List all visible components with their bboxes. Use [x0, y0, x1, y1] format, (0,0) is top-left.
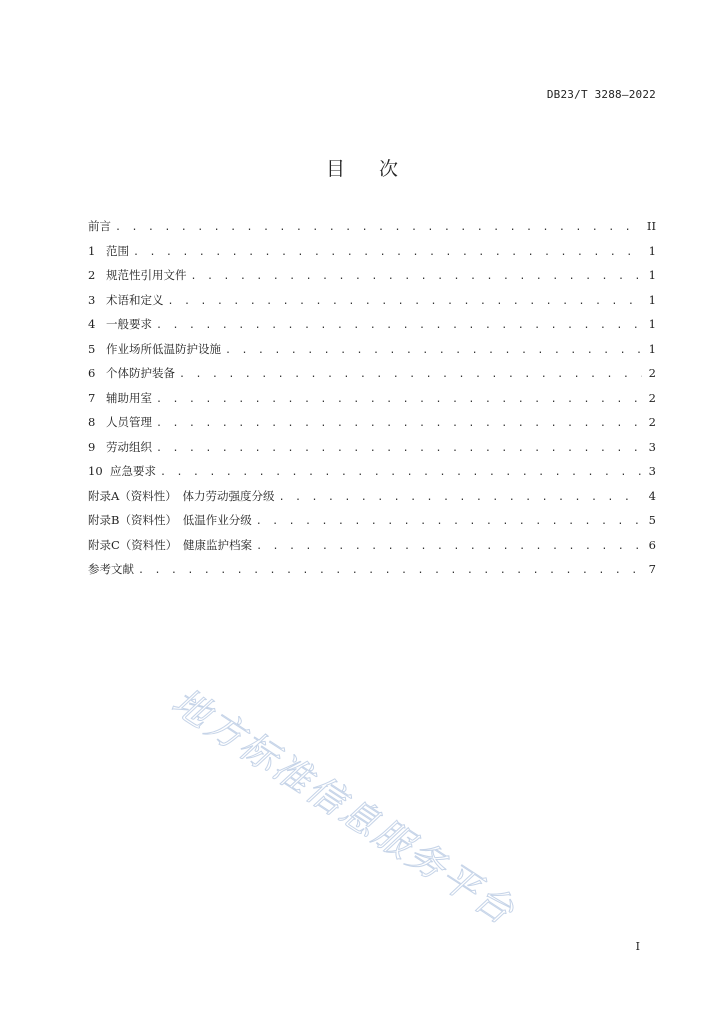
toc-entry-4[interactable] [88, 316, 656, 341]
toc-entry-label: 参考文献 [88, 562, 134, 576]
toc-entry-label: 应急要求 [110, 464, 156, 478]
toc-entry-label: 作业场所低温防护设施 [106, 341, 221, 356]
toc-entry-number: 6 [88, 366, 96, 380]
page-number: I [635, 940, 640, 953]
toc-dot-leader [191, 271, 643, 282]
toc-entry-1[interactable] [88, 243, 656, 268]
toc-entry-number: 4 [88, 317, 96, 331]
toc-entry-page: 2 [648, 390, 656, 405]
toc-dot-leader [168, 296, 643, 307]
toc-entry-appendix-c[interactable] [88, 537, 656, 562]
table-of-contents [88, 218, 656, 586]
toc-entry-page: 1 [648, 341, 656, 356]
document-code: DB23/T 3288—2022 [546, 88, 656, 101]
toc-entry-label: 附录B（资料性） 低温作业分级 [88, 513, 252, 527]
toc-dot-leader [156, 418, 642, 429]
title-char-right: 次 [379, 158, 399, 180]
toc-dot-leader [225, 345, 642, 356]
toc-entry-number: 7 [88, 390, 96, 405]
toc-entry-3[interactable] [88, 292, 656, 317]
toc-entry-label: 人员管理 [106, 415, 152, 429]
toc-entry-page: 1 [648, 243, 656, 258]
toc-entry-page: 5 [648, 513, 656, 527]
toc-entry-foreword[interactable] [88, 218, 656, 243]
toc-dot-leader [156, 443, 642, 454]
toc-entry-number: 3 [88, 292, 96, 307]
toc-entry-appendix-b[interactable] [88, 512, 656, 537]
toc-dot-leader [256, 541, 642, 552]
toc-entry-10[interactable] [88, 463, 656, 488]
toc-entry-7[interactable] [88, 390, 656, 415]
toc-entry-page: 7 [648, 562, 656, 576]
toc-dot-leader [156, 320, 642, 331]
toc-entry-page: 6 [648, 537, 656, 552]
toc-entry-label: 一般要求 [106, 317, 152, 331]
toc-entry-page: 1 [648, 292, 656, 307]
toc-dot-leader [138, 565, 642, 576]
toc-entry-6[interactable] [88, 365, 656, 390]
toc-entry-label: 个体防护装备 [106, 366, 175, 380]
toc-dot-leader [160, 467, 642, 478]
title-char-left: 目 [325, 158, 345, 180]
toc-dot-leader [256, 516, 642, 527]
toc-entry-page: 2 [648, 366, 656, 380]
toc-entry-label: 附录C（资料性） 健康监护档案 [88, 537, 253, 552]
toc-entry-5[interactable] [88, 341, 656, 366]
toc-dot-leader [133, 247, 642, 258]
toc-entry-label: 前言 [88, 219, 111, 233]
toc-entry-9[interactable] [88, 439, 656, 464]
toc-entry-number: 8 [88, 415, 96, 429]
toc-entry-page: 3 [648, 439, 656, 454]
toc-entry-label: 附录A（资料性） 体力劳动强度分级 [88, 488, 275, 503]
toc-entry-appendix-a[interactable] [88, 488, 656, 513]
toc-entry-page: 4 [648, 488, 656, 503]
toc-entry-label: 范围 [106, 243, 129, 258]
toc-entry-references[interactable] [88, 561, 656, 586]
toc-entry-number: 2 [88, 268, 96, 282]
toc-entry-number: 10 [88, 464, 103, 478]
toc-entry-2[interactable] [88, 267, 656, 292]
toc-entry-page: 2 [648, 415, 656, 429]
toc-entry-label: 辅助用室 [106, 390, 152, 405]
toc-entry-number: 9 [88, 439, 96, 454]
toc-entry-page: II [646, 219, 656, 233]
toc-entry-8[interactable] [88, 414, 656, 439]
toc-entry-number: 5 [88, 341, 96, 356]
toc-dot-leader [279, 492, 642, 503]
watermark: 地方标准信息服务平台 [164, 679, 524, 934]
toc-entry-label: 术语和定义 [106, 292, 164, 307]
toc-dot-leader [179, 369, 642, 380]
toc-entry-page: 1 [648, 317, 656, 331]
page-title [0, 154, 724, 181]
toc-dot-leader [115, 222, 642, 233]
toc-entry-page: 1 [648, 268, 656, 282]
toc-dot-leader [156, 394, 642, 405]
toc-entry-label: 规范性引用文件 [106, 268, 187, 282]
toc-entry-page: 3 [648, 464, 656, 478]
toc-entry-number: 1 [88, 243, 96, 258]
toc-entry-label: 劳动组织 [106, 439, 152, 454]
